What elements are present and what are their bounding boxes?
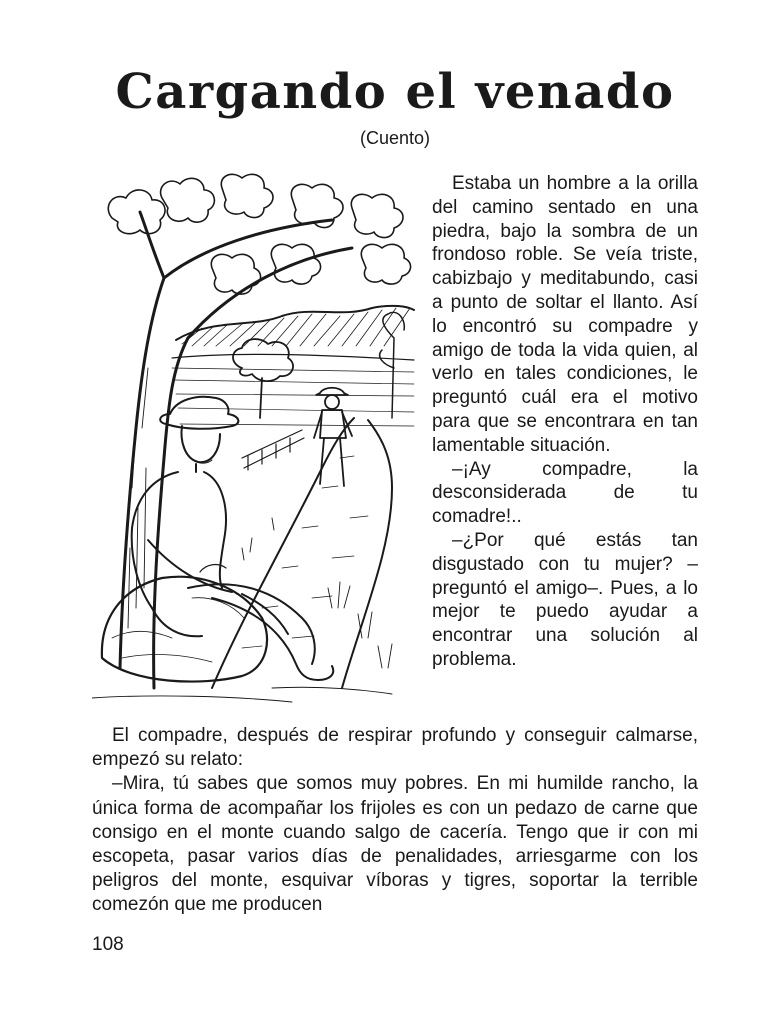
page-number: 108 xyxy=(92,934,124,955)
story-title: Cargando el venado xyxy=(115,64,675,120)
torso xyxy=(132,472,226,608)
paragraph: –¡Ay compadre, la desconsiderada de tu comadre!.. xyxy=(432,458,698,528)
middle-tree xyxy=(233,339,293,418)
road xyxy=(212,418,354,688)
seated-man xyxy=(132,397,334,680)
story-illustration xyxy=(92,168,418,712)
paragraph: –Mira, tú sabes que somos muy pobres. En mi humilde rancho, la única forma de acompañar los frijoles es con un pedazo de carne que consigo en el monte cuando salgo de cacería. Tengo que ir con mi escopeta, pasar varios días de penalidades, arriesgarme con los peligros del monte, esquivar víboras y tigres, soportar la terrible comezón que me producen xyxy=(92,773,698,916)
paragraph: El compadre, después de respirar profundo y conseguir calmarse, empezó su relato: xyxy=(92,725,698,771)
fence xyxy=(242,430,304,468)
story-subtitle: (Cuento) xyxy=(359,128,431,148)
rock xyxy=(102,577,267,682)
full-width-text xyxy=(92,724,698,918)
paragraph: Estaba un hombre a la orilla del camino sentado en una piedra, bajo la sombra de un frondoso roble. Se veía triste, cabizbajo y meditabundo, casi a punto de soltar el llanto. Así lo encontró su compadre y amigo de toda la vida quien, al verlo en tales condiciones, le preguntó cuál era el motivo para que se encontrara en tan lamentable situación. xyxy=(432,173,698,456)
paragraph: –¿Por qué estás tan disgustado con tu mujer? –preguntó el amigo–. Pues, a lo mejor te puedo ayudar a encontrar una solución al problema. xyxy=(432,529,698,670)
side-column-text xyxy=(432,172,698,672)
